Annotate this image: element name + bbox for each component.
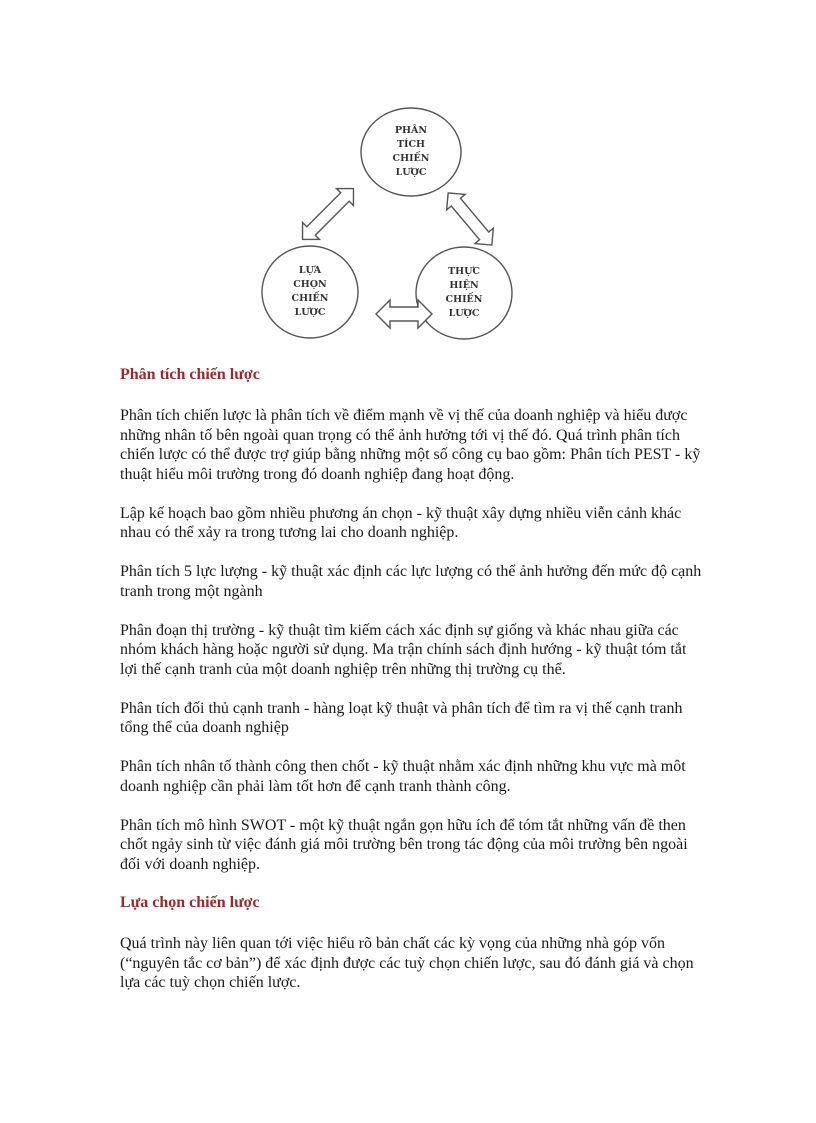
left-node-circle [262, 246, 358, 338]
left-node-line-3: CHIẾN [291, 293, 329, 304]
top-node-line-1: PHÂN [394, 125, 428, 136]
paragraph: Phân tích nhân tố thành công then chốt - kỹ thuật nhằm xác định những khu vực mà môt doanh nghiệp cần phải làm tốt hơn để cạnh tranh thành công. [120, 758, 686, 795]
document-body [120, 364, 702, 993]
section-heading-analysis: Phân tích chiến lược [120, 366, 260, 383]
paragraph: Phân tích chiến lược là phân tích về điểm mạnh về vị thế của doanh nghiệp và hiểu được những nhân tố bên ngoài quan trọng có thể ảnh hưởng tới vị thế đó. Quá trình phân tích chiến lược có thể được trợ giúp bằng những một số công cụ bao gồm: Phân tích PEST - kỹ thuật hiểu môi trường trong đó doanh nghiệp đang hoạt động. [120, 407, 701, 483]
top-node-line-4: LƯỢC [395, 167, 427, 178]
right-node-line-4: LƯỢC [448, 308, 480, 319]
left-node-line-2: CHỌN [293, 279, 327, 290]
left-node-line-1: LỰA [298, 265, 322, 276]
top-node-line-3: CHIẾN [392, 153, 430, 164]
section-heading-choice: Lựa chọn chiến lược [120, 894, 260, 911]
strategy-cycle-diagram [252, 102, 514, 352]
right-node-line-2: HIỆN [449, 280, 479, 291]
strategy-cycle-svg [252, 102, 514, 352]
top-node-line-2: TÍCH [396, 139, 426, 150]
right-node-line-3: CHIẾN [445, 294, 483, 305]
paragraph: Quá trình này liên quan tới việc hiểu rõ bản chất các kỳ vọng của những nhà góp vốn (“nguyên tắc cơ bản”) để xác định được các tuỳ chọn chiến lược, sau đó đánh giá và chọn lựa các tuỳ chọn chiến lược. [120, 935, 694, 991]
paragraph: Phân tích mô hình SWOT - một kỹ thuật ngắn gọn hữu ích để tóm tắt những vấn đề then chốt ngảy sinh từ việc đánh giá môi trường bên trong tác động của môi trường bên ngoài đối với doanh nghiệp. [120, 816, 688, 873]
paragraph: Phân tích 5 lực lượng - kỹ thuật xác định các lực lượng có thể ảnh hưởng đến mức độ cạnh tranh trong một ngành [120, 563, 702, 600]
paragraph: Phân đoạn thị trường - kỹ thuật tìm kiếm cách xác định sự giống và khác nhau giữa các nhóm khách hàng hoặc người sử dụng. Ma trận chính sách định hướng - kỹ thuật tóm tắt lợi thế cạnh tranh của một doanh nghiệp trên những thị trường cụ thể. [120, 621, 687, 678]
double-arrow-icon-top-left [294, 180, 362, 248]
right-node-circle-main [416, 247, 512, 339]
double-arrow-icon-top-right [439, 185, 501, 253]
top-node-circle [361, 108, 461, 196]
paragraph: Phân tích đối thủ cạnh tranh - hàng loạt kỹ thuật và phân tích để tìm ra vị thế cạnh tranh tổng thể của doanh nghiệp [120, 699, 683, 736]
left-node-line-4: LƯỢC [294, 307, 326, 318]
right-node-line-1: THỰC [448, 266, 480, 277]
paragraph: Lập kế hoạch bao gồm nhiều phương án chọn - kỹ thuật xây dựng nhiều viễn cảnh khác nhau có thể xảy ra trong tương lai cho doanh nghiệp. [120, 504, 682, 541]
